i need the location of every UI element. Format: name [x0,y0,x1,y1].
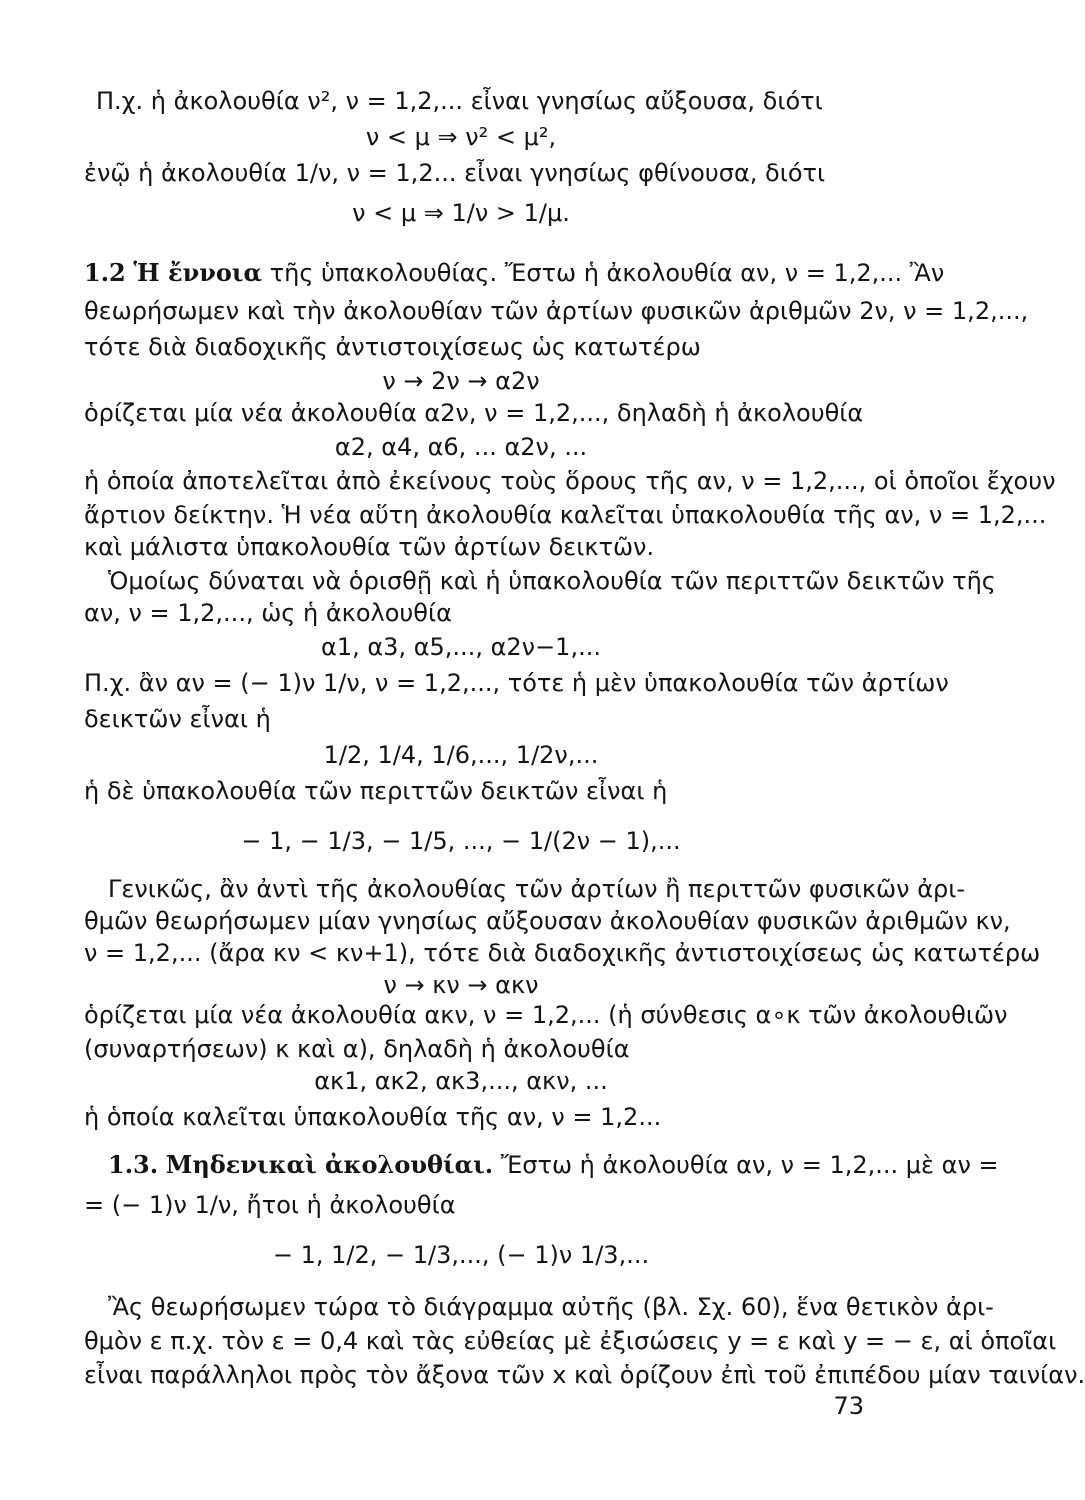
section-heading-line [108,1150,999,1180]
text-line: τότε διὰ διαδοχικῆς ἀντιστοιχίσεως ὡς κατωτέρω [84,333,701,361]
section-title: Μηδενικαὶ ἀκολουθίαι. [165,1150,494,1179]
text-line: Ὁμοίως δύναται νὰ ὁρισθῇ καὶ ἡ ὑπακολουθία τῶν περιττῶν δεικτῶν τῆς [108,567,996,595]
page-number: 73 [833,1392,864,1420]
text-line: ὁρίζεται μία νέα ἀκολουθία ακν, ν = 1,2,... (ἡ σύνθεσις α∘κ τῶν ἀκολουθιῶν [84,1001,1008,1029]
text-line: ἡ ὁποία ἀποτελεῖται ἀπὸ ἐκείνους τοὺς ὅρους τῆς αν, ν = 1,2,..., οἱ ὁποῖοι ἔχουν [84,467,1056,495]
display-formula: ακ1, ακ2, ακ3,..., ακν, ... [314,1067,608,1095]
display-formula: α2, α4, α6, ... α2ν, ... [334,433,588,461]
text-line: ἡ δὲ ὑπακολουθία τῶν περιττῶν δεικτῶν εἶναι ἡ [84,777,668,805]
text-line: καὶ μάλιστα ὑπακολουθία τῶν ἀρτίων δεικτῶν. [84,533,655,561]
display-formula: ν → κν → ακν [383,971,539,999]
text-line: ἄρτιον δείκτην. Ἡ νέα αὕτη ἀκολουθία καλεῖται ὑπακολουθία τῆς αν, ν = 1,2,... [84,501,1047,529]
text-line: ν = 1,2,... (ἄρα κν < κν+1), τότε διὰ διαδοχικῆς ἀντιστοιχίσεως ὡς κατωτέρω [84,939,1041,967]
text-line: ἡ ὁποία καλεῖται ὑπακολουθία τῆς αν, ν = 1,2... [84,1103,662,1131]
display-formula: ν → 2ν → α2ν [382,367,540,395]
section-heading-line [84,258,945,288]
display-formula: − 1, − 1/3, − 1/5, ..., − 1/(2ν − 1),... [241,827,681,855]
text-line: Π.χ. ἡ ἀκολουθία ν², ν = 1,2,... εἶναι γνησίως αὔξουσα, διότι [96,87,823,115]
display-formula: α1, α3, α5,..., α2ν−1,... [321,633,601,661]
section-number: 1.3. [108,1150,159,1179]
text-line: (συναρτήσεων) κ καὶ α), δηλαδὴ ἡ ἀκολουθία [84,1035,630,1063]
section-text: Ἔστω ἡ ἀκολουθία αν, ν = 1,2,... μὲ αν = [500,1151,999,1179]
text-line: αν, ν = 1,2,..., ὡς ἡ ἀκολουθία [84,599,452,627]
text-line: Π.χ. ἂν αν = (− 1)ν 1/ν, ν = 1,2,..., τότε ἡ μὲν ὑπακολουθία τῶν ἀρτίων [84,669,949,697]
display-formula: − 1, 1/2, − 1/3,..., (− 1)ν 1/3,... [272,1241,650,1269]
text-line: ὁρίζεται μία νέα ἀκολουθία α2ν, ν = 1,2,..., δηλαδὴ ἡ ἀκολουθία [84,399,864,427]
text-line: Ἂς θεωρήσωμεν τώρα τὸ διάγραμμα αὐτῆς (βλ. Σχ. 60), ἕνα θετικὸν ἀρι- [108,1293,994,1321]
text-line: θεωρήσωμεν καὶ τὴν ἀκολουθίαν τῶν ἀρτίων φυσικῶν ἀριθμῶν 2ν, ν = 1,2,..., [84,297,1029,325]
section-number: 1.2 [84,258,126,287]
text-line: Γενικῶς, ἂν ἀντὶ τῆς ἀκολουθίας τῶν ἀρτίων ἢ περιττῶν φυσικῶν ἀρι- [108,875,966,903]
text-line: θμῶν θεωρήσωμεν μίαν γνησίως αὔξουσαν ἀκολουθίαν φυσικῶν ἀριθμῶν κν, [84,907,1011,935]
display-formula: 1/2, 1/4, 1/6,..., 1/2ν,... [323,741,599,769]
display-formula: ν < μ ⇒ 1/ν > 1/μ. [352,199,570,227]
text-line: δεικτῶν εἶναι ἡ [84,705,271,733]
display-formula: ν < μ ⇒ ν² < μ², [365,123,557,151]
text-line: ἐνῷ ἡ ἀκολουθία 1/ν, ν = 1,2... εἶναι γνησίως φθίνουσα, διότι [84,159,826,187]
section-text: τῆς ὑπακολουθίας. Ἔστω ἡ ἀκολουθία αν, ν = 1,2,... Ἂν [269,259,945,287]
text-line: θμὸν ε π.χ. τὸν ε = 0,4 καὶ τὰς εὐθείας μὲ ἐξισώσεις y = ε καὶ y = − ε, αἱ ὁποῖαι [84,1327,1057,1355]
text-line: = (− 1)ν 1/ν, ἤτοι ἡ ἀκολουθία [84,1191,456,1219]
section-title: Ἡ ἔννοια [133,258,263,287]
text-line: εἶναι παράλληλοι πρὸς τὸν ἄξονα τῶν x καὶ ὁρίζουν ἐπὶ τοῦ ἐπιπέδου μίαν ταινίαν. [84,1361,1085,1389]
